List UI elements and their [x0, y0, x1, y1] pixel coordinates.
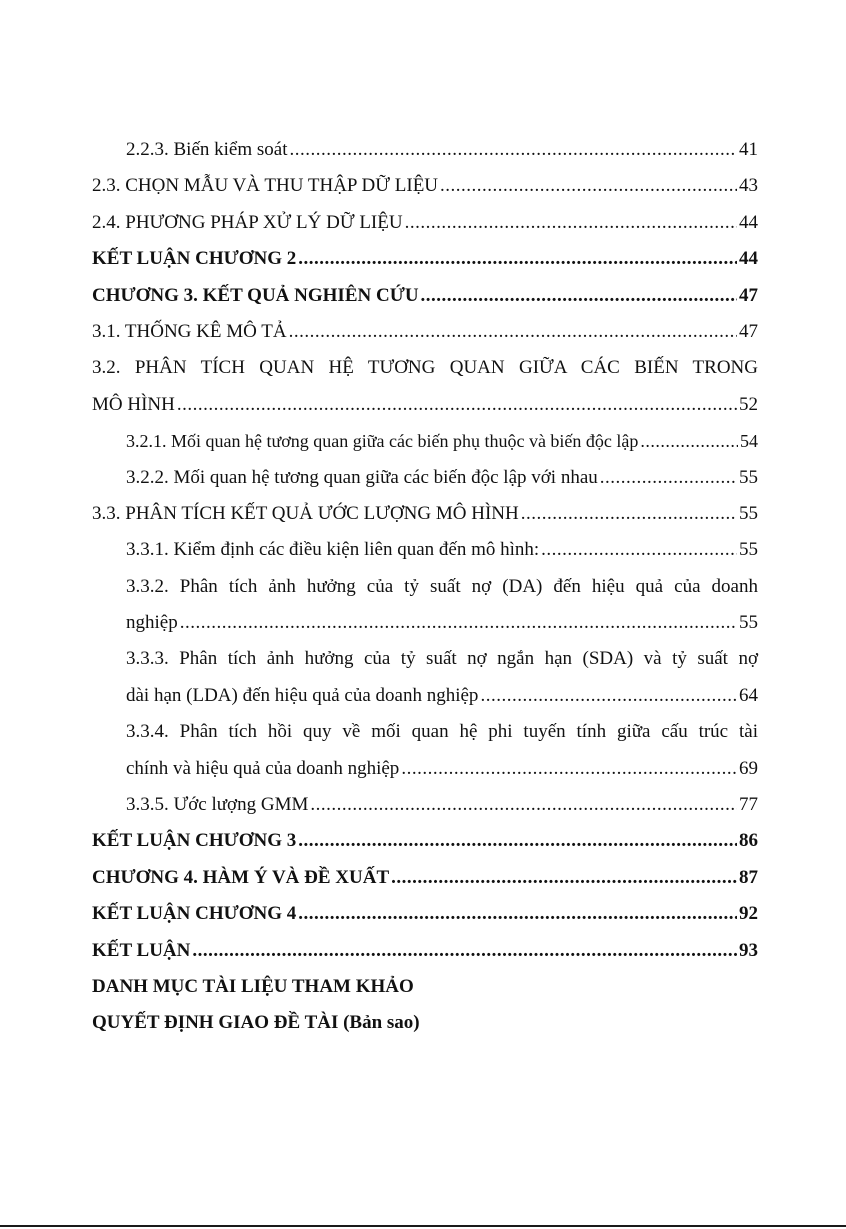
- toc-entry-3-3-4-line2: [92, 751, 758, 787]
- dot-leader: [521, 496, 737, 532]
- dot-leader: [180, 605, 737, 641]
- toc-page-number: 92: [739, 903, 758, 925]
- toc-page-number: 44: [739, 211, 758, 233]
- toc-page-number: 86: [739, 830, 758, 852]
- toc-entry-3-3-3-line2: [92, 678, 758, 714]
- toc-page-number: 87: [739, 866, 758, 888]
- toc-page-number: 55: [739, 612, 758, 634]
- dot-leader: [391, 860, 737, 896]
- toc-entry-title: 3.3.1. Kiểm định các điều kiện liên quan đến mô hình:: [126, 539, 540, 561]
- toc-entry-title: 2.3. CHỌN MẪU VÀ THU THẬP DỮ LIỆU: [92, 175, 439, 197]
- toc-entry-title: 3.2.1. Mối quan hệ tương quan giữa các biến phụ thuộc và biến độc lập: [126, 431, 639, 452]
- toc-entry-3-2-line1: [92, 350, 758, 386]
- toc-entry-title: 3.3.2. Phân tích ảnh hưởng của tỷ suất nợ (DA) đến hiệu quả của doanh: [126, 575, 758, 597]
- toc-entry-3-3-3-line1: [92, 641, 758, 677]
- dot-leader: [541, 532, 737, 568]
- toc-entry-3-3-2-line2: [92, 605, 758, 641]
- toc-entry-chapter-4-conclusion: [92, 896, 758, 932]
- toc-page-number: 93: [739, 939, 758, 961]
- toc-entry-title: DANH MỤC TÀI LIỆU THAM KHẢO: [92, 975, 414, 997]
- dot-leader: [310, 787, 737, 823]
- toc-entry-title-continued: dài hạn (LDA) đến hiệu quả của doanh nghiệp: [126, 684, 479, 706]
- toc-entry-references: [92, 969, 758, 1005]
- table-of-contents: [92, 132, 758, 1042]
- toc-entry-3-3: [92, 496, 758, 532]
- dot-leader: [177, 387, 737, 423]
- toc-entry-chapter-4: [92, 860, 758, 896]
- toc-entry-title-continued: MÔ HÌNH: [92, 393, 175, 415]
- dot-leader: [298, 823, 737, 859]
- toc-page-number: 55: [739, 502, 758, 524]
- dot-leader: [289, 314, 737, 350]
- toc-entry-chapter-2-conclusion: [92, 241, 758, 277]
- toc-entry-2-3: [92, 168, 758, 204]
- toc-page-number: 55: [739, 539, 758, 561]
- toc-entry-chapter-3-conclusion: [92, 823, 758, 859]
- toc-page-number: 47: [739, 320, 758, 342]
- toc-entry-title: 3.2.2. Mối quan hệ tương quan giữa các biến độc lập với nhau: [126, 466, 598, 488]
- dot-leader: [600, 460, 737, 496]
- dot-leader: [640, 423, 738, 459]
- toc-entry-3-1: [92, 314, 758, 350]
- toc-entry-title: 3.3.5. Ước lượng GMM: [126, 794, 309, 816]
- dot-leader: [401, 751, 737, 787]
- toc-entry-title: KẾT LUẬN CHƯƠNG 2: [92, 248, 297, 270]
- toc-entry-assignment-decision: [92, 1005, 758, 1041]
- dot-leader: [421, 278, 737, 314]
- toc-entry-2-2-3: [92, 132, 758, 168]
- toc-entry-title: 2.4. PHƯƠNG PHÁP XỬ LÝ DỮ LIỆU: [92, 211, 403, 233]
- dot-leader: [298, 241, 737, 277]
- dot-leader: [405, 205, 737, 241]
- toc-entry-title: KẾT LUẬN CHƯƠNG 3: [92, 830, 297, 852]
- toc-entry-title: CHƯƠNG 4. HÀM Ý VÀ ĐỀ XUẤT: [92, 866, 390, 888]
- toc-entry-title: CHƯƠNG 3. KẾT QUẢ NGHIÊN CỨU: [92, 284, 419, 306]
- toc-page-number: 55: [739, 466, 758, 488]
- toc-entry-3-3-5: [92, 787, 758, 823]
- toc-page-number: 52: [739, 393, 758, 415]
- toc-entry-3-2-1: [92, 423, 758, 459]
- toc-page-number: 77: [739, 794, 758, 816]
- toc-page-number: 54: [740, 431, 758, 452]
- toc-page-number: 44: [739, 248, 758, 270]
- toc-entry-title: KẾT LUẬN: [92, 939, 191, 961]
- toc-entry-3-2-2: [92, 460, 758, 496]
- toc-page-number: 47: [739, 284, 758, 306]
- toc-entry-3-3-1: [92, 532, 758, 568]
- toc-entry-conclusion: [92, 933, 758, 969]
- dot-leader: [289, 132, 737, 168]
- toc-page-number: 69: [739, 757, 758, 779]
- toc-page-number: 41: [739, 139, 758, 160]
- toc-page-number: 43: [739, 175, 758, 197]
- toc-entry-title-continued: nghiệp: [126, 612, 178, 634]
- page-bottom-border: [0, 1225, 846, 1227]
- dot-leader: [298, 896, 737, 932]
- toc-entry-title: 2.2.3. Biến kiểm soát: [126, 139, 288, 160]
- toc-entry-chapter-3: [92, 278, 758, 314]
- dot-leader: [192, 933, 737, 969]
- toc-page-number: 64: [739, 684, 758, 706]
- toc-entry-title: 3.3. PHÂN TÍCH KẾT QUẢ ƯỚC LƯỢNG MÔ HÌNH: [92, 502, 519, 524]
- toc-entry-title: KẾT LUẬN CHƯƠNG 4: [92, 903, 297, 925]
- toc-entry-title-continued: chính và hiệu quả của doanh nghiệp: [126, 757, 400, 779]
- toc-entry-title: 3.2. PHÂN TÍCH QUAN HỆ TƯƠNG QUAN GIỮA CÁC BIẾN TRONG: [92, 357, 758, 379]
- toc-entry-title: 3.1. THỐNG KÊ MÔ TẢ: [92, 320, 287, 342]
- dot-leader: [480, 678, 737, 714]
- dot-leader: [440, 168, 737, 204]
- toc-entry-title: 3.3.4. Phân tích hồi quy về mối quan hệ phi tuyến tính giữa cấu trúc tài: [126, 721, 758, 743]
- toc-entry-3-3-2-line1: [92, 569, 758, 605]
- toc-entry-title: QUYẾT ĐỊNH GIAO ĐỀ TÀI (Bản sao): [92, 1012, 420, 1034]
- toc-entry-3-2-line2: [92, 387, 758, 423]
- toc-entry-2-4: [92, 205, 758, 241]
- toc-entry-title: 3.3.3. Phân tích ảnh hưởng của tỷ suất nợ ngắn hạn (SDA) và tỷ suất nợ: [126, 648, 758, 670]
- toc-entry-3-3-4-line1: [92, 714, 758, 750]
